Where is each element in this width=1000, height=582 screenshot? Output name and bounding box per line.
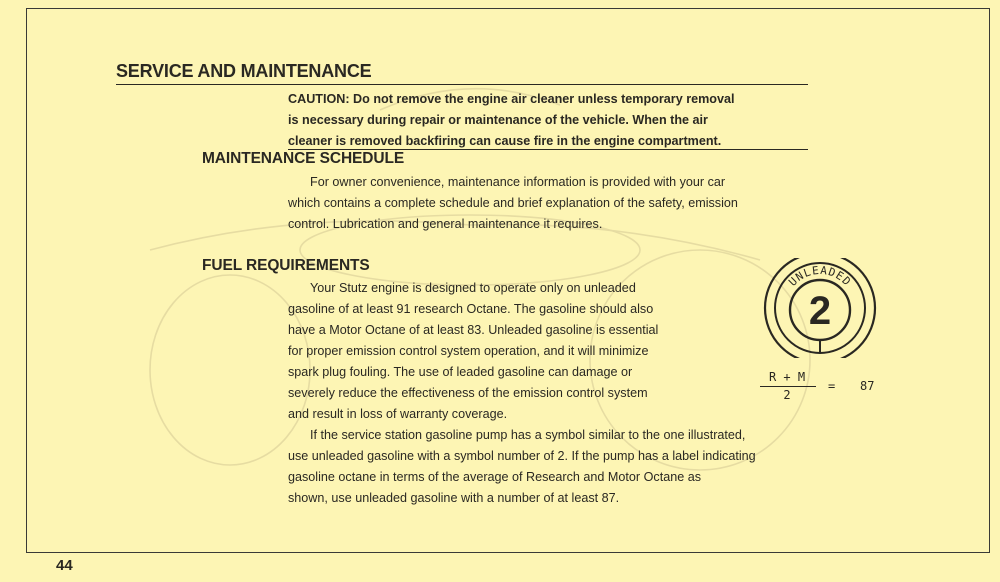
formula-denominator: 2 (783, 388, 791, 402)
fraction-bar (760, 386, 816, 387)
paragraph-line: have a Motor Octane of at least 83. Unleaded gasoline is essential (288, 323, 659, 337)
title-underline (116, 84, 808, 85)
paragraph-line: control. Lubrication and general maintenance it requires. (288, 217, 603, 231)
paragraph-line: For owner convenience, maintenance information is provided with your car (310, 175, 726, 189)
paragraph-line: and result in loss of warranty coverage. (288, 407, 508, 421)
caution-line: CAUTION: Do not remove the engine air cleaner unless temporary removal (288, 92, 735, 106)
paragraph-line: for proper emission control system operation, and it will minimize (288, 344, 649, 358)
caution-line: cleaner is removed backfiring can cause fire in the engine compartment. (288, 134, 722, 148)
fuel-heading: FUEL REQUIREMENTS (202, 257, 370, 274)
formula-value: 87 (860, 379, 875, 393)
paragraph-line: spark plug fouling. The use of leaded gasoline can damage or (288, 365, 633, 379)
formula-numerator: R + M (768, 370, 806, 384)
paragraph-line: gasoline octane in terms of the average of Research and Motor Octane as (288, 470, 702, 484)
paragraph-line: Your Stutz engine is designed to operate only on unleaded (310, 281, 636, 295)
paragraph-line: If the service station gasoline pump has a symbol similar to the one illustrated, (310, 428, 746, 442)
caution-note (288, 89, 788, 152)
paragraph-line: shown, use unleaded gasoline with a number of at least 87. (288, 491, 620, 505)
paragraph-line: which contains a complete schedule and brief explanation of the safety, emission (288, 196, 738, 210)
paragraph-line: severely reduce the effectiveness of the emission control system (288, 386, 648, 400)
fuel-paragraph (288, 278, 818, 509)
unleaded-pump-emblem (762, 258, 878, 358)
emblem-arc-text: UNLEADED (786, 263, 854, 289)
section-title: SERVICE AND MAINTENANCE (116, 61, 372, 81)
svg-text:UNLEADED (786, 264, 854, 289)
maintenance-paragraph (288, 172, 808, 235)
paragraph-line: use unleaded gasoline with a symbol number of 2. If the pump has a label indicating (288, 449, 756, 463)
page-number: 44 (56, 557, 73, 574)
paragraph-line: gasoline of at least 91 research Octane. The gasoline should also (288, 302, 654, 316)
maintenance-heading: MAINTENANCE SCHEDULE (202, 150, 405, 167)
caution-line: is necessary during repair or maintenance of the vehicle. When the air (288, 113, 708, 127)
octane-formula (758, 370, 888, 404)
emblem-number: 2 (808, 289, 832, 333)
formula-equals: = (828, 379, 836, 393)
